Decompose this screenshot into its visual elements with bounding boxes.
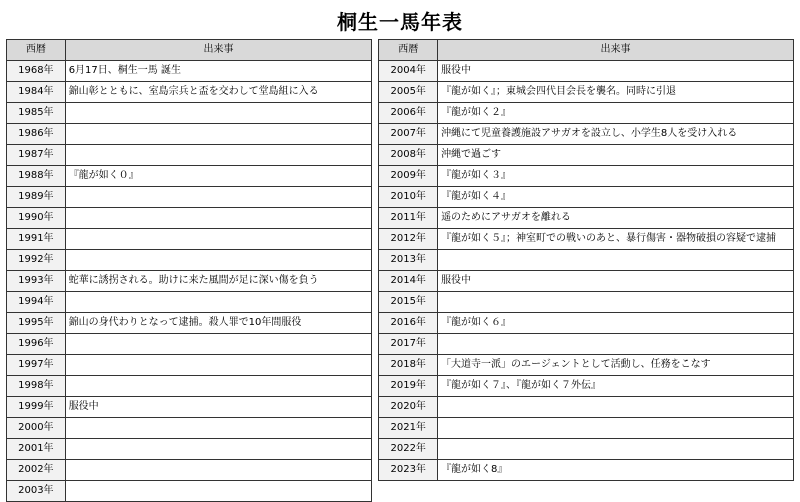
table-row <box>379 250 794 271</box>
event-cell: 6月17日、桐生一馬 誕生 <box>65 61 372 82</box>
table-row <box>7 481 372 502</box>
timeline-body-right <box>379 61 794 481</box>
year-cell: 1990年 <box>7 208 66 229</box>
year-cell: 1968年 <box>7 61 66 82</box>
event-cell <box>65 229 372 250</box>
table-row <box>379 61 794 82</box>
year-cell: 2000年 <box>7 418 66 439</box>
table-row <box>7 229 372 250</box>
table-row <box>379 376 794 397</box>
table-row <box>7 334 372 355</box>
event-cell: 蛇華に誘拐される。助けに来た風間が足に深い傷を負う <box>65 271 372 292</box>
event-cell: 『龍が如く６』 <box>438 313 794 334</box>
year-cell: 2022年 <box>379 439 438 460</box>
year-cell: 2012年 <box>379 229 438 250</box>
year-cell: 1991年 <box>7 229 66 250</box>
table-row <box>379 439 794 460</box>
table-row <box>379 124 794 145</box>
event-cell <box>65 103 372 124</box>
year-cell: 1996年 <box>7 334 66 355</box>
table-row <box>379 166 794 187</box>
table-row <box>7 208 372 229</box>
event-cell: 沖縄にて児童養護施設アサガオを設立し、小学生8人を受け入れる <box>438 124 794 145</box>
table-row <box>379 334 794 355</box>
event-cell <box>438 250 794 271</box>
year-cell: 2008年 <box>379 145 438 166</box>
year-cell: 2001年 <box>7 439 66 460</box>
table-row <box>379 355 794 376</box>
year-cell: 2006年 <box>379 103 438 124</box>
event-cell: 遥のためにアサガオを離れる <box>438 208 794 229</box>
event-cell <box>438 439 794 460</box>
table-row <box>7 397 372 418</box>
table-row <box>379 229 794 250</box>
table-row <box>379 187 794 208</box>
table-header-row <box>379 40 794 61</box>
timeline-tables <box>0 39 800 502</box>
event-cell <box>65 145 372 166</box>
table-row <box>7 292 372 313</box>
table-row <box>7 82 372 103</box>
table-row <box>379 82 794 103</box>
year-cell: 1992年 <box>7 250 66 271</box>
event-cell <box>438 334 794 355</box>
page-title: 桐生一馬年表 <box>337 10 463 34</box>
year-cell: 2009年 <box>379 166 438 187</box>
year-cell: 1993年 <box>7 271 66 292</box>
year-cell: 1986年 <box>7 124 66 145</box>
table-row <box>7 418 372 439</box>
year-cell: 1998年 <box>7 376 66 397</box>
year-cell: 2002年 <box>7 460 66 481</box>
year-cell: 2010年 <box>379 187 438 208</box>
year-cell: 2021年 <box>379 418 438 439</box>
table-header-row <box>7 40 372 61</box>
column-header-year: 西暦 <box>7 40 66 61</box>
event-cell: 沖縄で過ごす <box>438 145 794 166</box>
year-cell: 2023年 <box>379 460 438 481</box>
year-cell: 1985年 <box>7 103 66 124</box>
year-cell: 1987年 <box>7 145 66 166</box>
table-row <box>379 292 794 313</box>
event-cell <box>65 334 372 355</box>
year-cell: 2003年 <box>7 481 66 502</box>
table-row <box>379 208 794 229</box>
column-header-year: 西暦 <box>379 40 438 61</box>
event-cell: 『龍が如く8』 <box>438 460 794 481</box>
event-cell: 『龍が如く３』 <box>438 166 794 187</box>
table-row <box>7 271 372 292</box>
year-cell: 2004年 <box>379 61 438 82</box>
year-cell: 2019年 <box>379 376 438 397</box>
event-cell: 服役中 <box>65 397 372 418</box>
event-cell <box>65 187 372 208</box>
event-cell: 『龍が如く７』、『龍が如く７外伝』 <box>438 376 794 397</box>
event-cell: 服役中 <box>438 271 794 292</box>
event-cell <box>65 460 372 481</box>
event-cell: 服役中 <box>438 61 794 82</box>
table-row <box>7 145 372 166</box>
table-row <box>379 460 794 481</box>
event-cell <box>65 208 372 229</box>
year-cell: 2018年 <box>379 355 438 376</box>
year-cell: 2014年 <box>379 271 438 292</box>
table-row <box>7 313 372 334</box>
table-row <box>379 397 794 418</box>
year-cell: 2016年 <box>379 313 438 334</box>
table-row <box>7 61 372 82</box>
event-cell: 錦山彰とともに、室島宗兵と盃を交わして堂島組に入る <box>65 82 372 103</box>
event-cell: 錦山の身代わりとなって逮捕。殺人罪で10年間服役 <box>65 313 372 334</box>
table-row <box>7 124 372 145</box>
year-cell: 2011年 <box>379 208 438 229</box>
table-row <box>379 418 794 439</box>
table-row <box>7 376 372 397</box>
table-row <box>379 145 794 166</box>
event-cell <box>65 124 372 145</box>
year-cell: 1984年 <box>7 82 66 103</box>
timeline-page <box>0 6 800 497</box>
event-cell: 『龍が如く２』 <box>438 103 794 124</box>
column-header-event: 出来事 <box>438 40 794 61</box>
year-cell: 2020年 <box>379 397 438 418</box>
year-cell: 2007年 <box>379 124 438 145</box>
event-cell: 「大道寺一派」のエージェントとして活動し、任務をこなす <box>438 355 794 376</box>
event-cell <box>65 250 372 271</box>
year-cell: 1999年 <box>7 397 66 418</box>
table-row <box>7 103 372 124</box>
event-cell <box>65 481 372 502</box>
year-cell: 2017年 <box>379 334 438 355</box>
event-cell <box>65 292 372 313</box>
column-header-event: 出来事 <box>65 40 372 61</box>
year-cell: 2015年 <box>379 292 438 313</box>
table-row <box>7 355 372 376</box>
event-cell: 『龍が如く』；東城会四代目会長を襲名。同時に引退 <box>438 82 794 103</box>
year-cell: 1997年 <box>7 355 66 376</box>
table-row <box>7 187 372 208</box>
event-cell: 『龍が如く０』 <box>65 166 372 187</box>
event-cell <box>65 376 372 397</box>
table-row <box>7 460 372 481</box>
event-cell <box>438 292 794 313</box>
event-cell: 『龍が如く４』 <box>438 187 794 208</box>
timeline-table-left <box>6 39 372 502</box>
year-cell: 2013年 <box>379 250 438 271</box>
event-cell: 『龍が如く５』；神室町での戦いのあと、暴行傷害・器物破損の容疑で逮捕 <box>438 229 794 250</box>
year-cell: 1988年 <box>7 166 66 187</box>
year-cell: 2005年 <box>379 82 438 103</box>
event-cell <box>65 355 372 376</box>
timeline-table-right <box>378 39 794 481</box>
event-cell <box>438 397 794 418</box>
event-cell <box>438 418 794 439</box>
table-row <box>379 313 794 334</box>
event-cell <box>65 418 372 439</box>
timeline-body-left <box>7 61 372 502</box>
year-cell: 1995年 <box>7 313 66 334</box>
year-cell: 1994年 <box>7 292 66 313</box>
table-row <box>379 103 794 124</box>
event-cell <box>65 439 372 460</box>
year-cell: 1989年 <box>7 187 66 208</box>
table-row <box>7 166 372 187</box>
table-row <box>379 271 794 292</box>
table-row <box>7 439 372 460</box>
table-row <box>7 250 372 271</box>
